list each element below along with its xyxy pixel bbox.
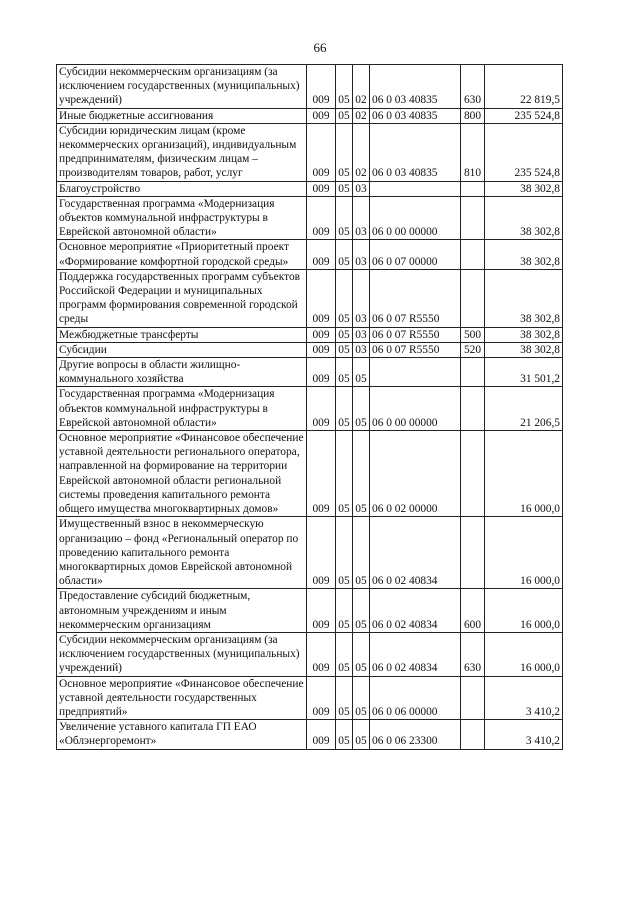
glava-code-cell: 009 [307, 123, 336, 181]
row-name-cell: Субсидии некоммерческим организациям (за исключением государственных (муниципальных) учреждений) [57, 65, 307, 109]
amount-cell: 16 000,0 [485, 632, 563, 676]
target-article-cell: 06 0 07 R5550 [370, 342, 461, 357]
glava-code-cell: 009 [307, 720, 336, 749]
subsection-code-cell: 02 [353, 65, 370, 109]
section-code-cell: 05 [336, 676, 353, 720]
amount-cell: 235 524,8 [485, 123, 563, 181]
subsection-code-cell: 05 [353, 589, 370, 633]
subsection-code-cell: 03 [353, 269, 370, 327]
expense-type-cell [461, 181, 485, 196]
expense-type-cell [461, 196, 485, 240]
table-row [57, 632, 563, 676]
section-code-cell: 05 [336, 342, 353, 357]
target-article-cell: 06 0 06 00000 [370, 676, 461, 720]
section-code-cell: 05 [336, 632, 353, 676]
subsection-code-cell: 03 [353, 240, 370, 269]
row-name-cell: Предоставление субсидий бюджетным, автономным учреждениям и иным некоммерческим организациям [57, 589, 307, 633]
amount-cell: 3 410,2 [485, 720, 563, 749]
section-code-cell: 05 [336, 358, 353, 387]
glava-code-cell: 009 [307, 632, 336, 676]
row-name-cell: Основное мероприятие «Финансовое обеспечение уставной деятельности регионального оператора, направленной на формирование на территории Еврейской автономной области региональной системы проведения капитального ремонта общего имущества многоквартирных домов» [57, 431, 307, 517]
row-name-cell: Субсидии [57, 342, 307, 357]
subsection-code-cell: 05 [353, 632, 370, 676]
target-article-cell: 06 0 02 00000 [370, 431, 461, 517]
section-code-cell: 05 [336, 196, 353, 240]
row-name-cell: Государственная программа «Модернизация объектов коммунальной инфраструктуры в Еврейской автономной области» [57, 196, 307, 240]
section-code-cell: 05 [336, 123, 353, 181]
expense-type-cell: 630 [461, 65, 485, 109]
section-code-cell: 05 [336, 269, 353, 327]
expense-type-cell: 800 [461, 108, 485, 123]
expense-type-cell [461, 358, 485, 387]
target-article-cell [370, 181, 461, 196]
glava-code-cell: 009 [307, 589, 336, 633]
expense-type-cell [461, 431, 485, 517]
section-code-cell: 05 [336, 181, 353, 196]
target-article-cell: 06 0 07 R5550 [370, 269, 461, 327]
section-code-cell: 05 [336, 65, 353, 109]
row-name-cell: Имущественный взнос в некоммерческую организацию – фонд «Региональный оператор по проведению капитального ремонта многоквартирных домов Еврейской автономной области» [57, 517, 307, 589]
glava-code-cell: 009 [307, 181, 336, 196]
amount-cell: 22 819,5 [485, 65, 563, 109]
target-article-cell: 06 0 02 40834 [370, 517, 461, 589]
subsection-code-cell: 03 [353, 196, 370, 240]
glava-code-cell: 009 [307, 269, 336, 327]
section-code-cell: 05 [336, 327, 353, 342]
glava-code-cell: 009 [307, 327, 336, 342]
subsection-code-cell: 03 [353, 342, 370, 357]
table-row [57, 720, 563, 749]
glava-code-cell: 009 [307, 387, 336, 431]
amount-cell: 38 302,8 [485, 240, 563, 269]
expense-type-cell: 600 [461, 589, 485, 633]
subsection-code-cell: 05 [353, 720, 370, 749]
target-article-cell: 06 0 02 40834 [370, 589, 461, 633]
table-row [57, 123, 563, 181]
section-code-cell: 05 [336, 240, 353, 269]
target-article-cell: 06 0 06 23300 [370, 720, 461, 749]
table-row [57, 387, 563, 431]
amount-cell: 21 206,5 [485, 387, 563, 431]
row-name-cell: Субсидии некоммерческим организациям (за исключением государственных (муниципальных) учреждений) [57, 632, 307, 676]
subsection-code-cell: 05 [353, 358, 370, 387]
amount-cell: 38 302,8 [485, 327, 563, 342]
row-name-cell: Субсидии юридическим лицам (кроме некоммерческих организаций), индивидуальным предпринимателям, физическим лицам – производителям товаров, работ, услуг [57, 123, 307, 181]
table-row [57, 108, 563, 123]
row-name-cell: Государственная программа «Модернизация объектов коммунальной инфраструктуры в Еврейской автономной области» [57, 387, 307, 431]
glava-code-cell: 009 [307, 108, 336, 123]
table-row [57, 196, 563, 240]
expense-type-cell [461, 517, 485, 589]
glava-code-cell: 009 [307, 342, 336, 357]
section-code-cell: 05 [336, 517, 353, 589]
amount-cell: 3 410,2 [485, 676, 563, 720]
budget-table [56, 64, 563, 750]
target-article-cell: 06 0 03 40835 [370, 123, 461, 181]
target-article-cell: 06 0 03 40835 [370, 65, 461, 109]
expense-type-cell [461, 269, 485, 327]
expense-type-cell [461, 676, 485, 720]
amount-cell: 31 501,2 [485, 358, 563, 387]
expense-type-cell [461, 720, 485, 749]
amount-cell: 16 000,0 [485, 517, 563, 589]
table-row [57, 181, 563, 196]
expense-type-cell: 630 [461, 632, 485, 676]
expense-type-cell: 810 [461, 123, 485, 181]
glava-code-cell: 009 [307, 431, 336, 517]
expense-type-cell [461, 387, 485, 431]
target-article-cell [370, 358, 461, 387]
row-name-cell: Другие вопросы в области жилищно-коммунального хозяйства [57, 358, 307, 387]
row-name-cell: Увеличение уставного капитала ГП ЕАО «Облэнергоремонт» [57, 720, 307, 749]
amount-cell: 16 000,0 [485, 431, 563, 517]
glava-code-cell: 009 [307, 358, 336, 387]
subsection-code-cell: 05 [353, 676, 370, 720]
row-name-cell: Поддержка государственных программ субъектов Российской Федерации и муниципальных программ формирования современной городской среды [57, 269, 307, 327]
target-article-cell: 06 0 07 00000 [370, 240, 461, 269]
amount-cell: 38 302,8 [485, 196, 563, 240]
table-row [57, 676, 563, 720]
section-code-cell: 05 [336, 387, 353, 431]
amount-cell: 38 302,8 [485, 342, 563, 357]
glava-code-cell: 009 [307, 517, 336, 589]
section-code-cell: 05 [336, 720, 353, 749]
amount-cell: 16 000,0 [485, 589, 563, 633]
expense-type-cell [461, 240, 485, 269]
glava-code-cell: 009 [307, 196, 336, 240]
target-article-cell: 06 0 02 40834 [370, 632, 461, 676]
amount-cell: 38 302,8 [485, 269, 563, 327]
subsection-code-cell: 03 [353, 327, 370, 342]
table-row [57, 327, 563, 342]
amount-cell: 235 524,8 [485, 108, 563, 123]
subsection-code-cell: 03 [353, 181, 370, 196]
table-row [57, 358, 563, 387]
target-article-cell: 06 0 03 40835 [370, 108, 461, 123]
glava-code-cell: 009 [307, 240, 336, 269]
table-row [57, 431, 563, 517]
subsection-code-cell: 02 [353, 108, 370, 123]
amount-cell: 38 302,8 [485, 181, 563, 196]
subsection-code-cell: 05 [353, 431, 370, 517]
subsection-code-cell: 05 [353, 387, 370, 431]
expense-type-cell: 520 [461, 342, 485, 357]
page-number: 66 [313, 40, 327, 55]
expense-type-cell: 500 [461, 327, 485, 342]
table-row [57, 269, 563, 327]
row-name-cell: Основное мероприятие «Приоритетный проект «Формирование комфортной городской среды» [57, 240, 307, 269]
subsection-code-cell: 02 [353, 123, 370, 181]
row-name-cell: Благоустройство [57, 181, 307, 196]
glava-code-cell: 009 [307, 65, 336, 109]
subsection-code-cell: 05 [353, 517, 370, 589]
row-name-cell: Основное мероприятие «Финансовое обеспечение уставной деятельности государственных предприятий» [57, 676, 307, 720]
section-code-cell: 05 [336, 589, 353, 633]
section-code-cell: 05 [336, 108, 353, 123]
table-row [57, 342, 563, 357]
target-article-cell: 06 0 00 00000 [370, 387, 461, 431]
table-row [57, 240, 563, 269]
table-row [57, 589, 563, 633]
table-row [57, 517, 563, 589]
glava-code-cell: 009 [307, 676, 336, 720]
target-article-cell: 06 0 00 00000 [370, 196, 461, 240]
row-name-cell: Иные бюджетные ассигнования [57, 108, 307, 123]
table-row [57, 65, 563, 109]
section-code-cell: 05 [336, 431, 353, 517]
target-article-cell: 06 0 07 R5550 [370, 327, 461, 342]
row-name-cell: Межбюджетные трансферты [57, 327, 307, 342]
